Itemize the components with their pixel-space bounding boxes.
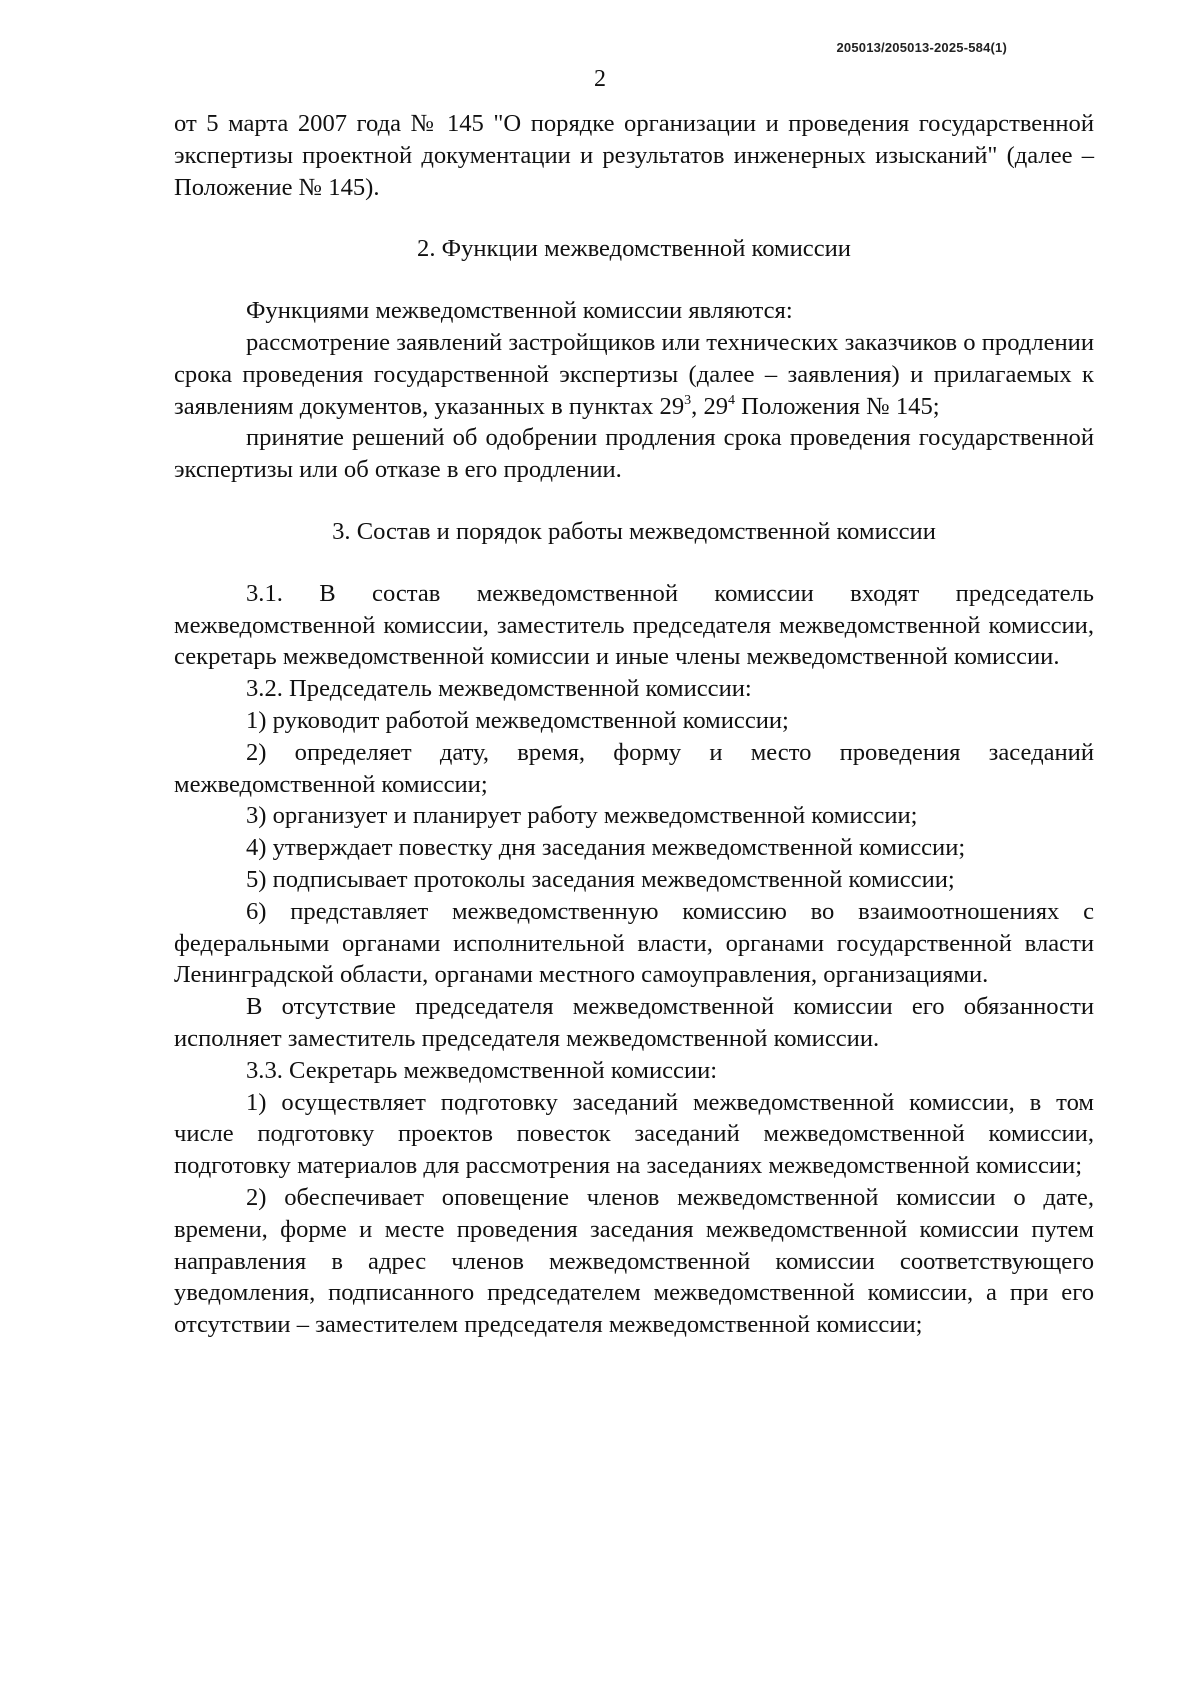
page-number: 2 — [594, 66, 606, 92]
chair-item-2: 2) определяет дату, время, форму и место проведения заседаний межведомственной комиссии; — [174, 738, 1094, 798]
function-item-2: принятие решений об одобрении продления срока проведения государственной экспертизы или об отказе в его продлении. — [174, 424, 1094, 484]
intro-paragraph: от 5 марта 2007 года № 145 "О порядке организации и проведения государственной экспертизы проектной документации и результатов инженерных изысканий" (далее – Положение № 145). — [174, 110, 1094, 201]
section-3-heading: 3. Состав и порядок работы межведомственной комиссии — [332, 517, 936, 545]
absence-paragraph: В отсутствие председателя межведомственной комиссии его обязанности исполняет заместитель председателя межведомственной комиссии. — [174, 993, 1094, 1052]
chair-item-3: 3) организует и планирует работу межведомственной комиссии; — [246, 802, 918, 830]
function-item-1: рассмотрение заявлений застройщиков или технических заказчиков о продлении срока проведения государственной экспертизы (далее – заявления) и прилагаемых к заявлениям документов, указанных в пунктах $29^3$, $29^4$ Положения № 145; — [174, 328, 1094, 420]
paragraph-3-2: 3.2. Председатель межведомственной комиссии: — [246, 675, 752, 703]
document-body — [174, 108, 1094, 1341]
document-code: 205013/205013-2025-584(1) — [836, 40, 1007, 55]
paragraph-3-1: 3.1. В состав межведомственной комиссии входят председатель межведомственной комиссии, заместитель председателя межведомственной комиссии, секретарь межведомственной комиссии и иные члены межведомственной комиссии. — [174, 579, 1094, 671]
section-2-lead: Функциями межведомственной комиссии являются: — [246, 297, 793, 325]
chair-item-1: 1) руководит работой межведомственной комиссии; — [246, 706, 789, 734]
paragraph-3-3: 3.3. Секретарь межведомственной комиссии: — [246, 1056, 718, 1084]
chair-item-5: 5) подписывает протоколы заседания межведомственной комиссии; — [246, 865, 955, 893]
secretary-item-2: 2) обеспечивает оповещение членов межведомственной комиссии о дате, времени, форме и месте проведения заседания межведомственной комиссии путем направления в адрес членов межведомственной комиссии соответствующего уведомления, подписанного председателем межведомственной комиссии, а при его отсутствии – заместителем председателя межведомственной комиссии; — [174, 1183, 1094, 1339]
chair-item-6: 6) представляет межведомственную комиссию во взаимоотношениях с федеральными органами исполнительной власти, органами государственной власти Ленинградской области, органами местного самоуправления, организациями. — [174, 897, 1094, 989]
section-2-heading: 2. Функции межведомственной комиссии — [417, 235, 851, 263]
secretary-item-1: 1) осуществляет подготовку заседаний межведомственной комиссии, в том числе подготовку проектов повесток заседаний межведомственной комиссии, подготовку материалов для рассмотрения на заседаниях межведомственной комиссии; — [174, 1088, 1094, 1180]
chair-item-4: 4) утверждает повестку дня заседания межведомственной комиссии; — [246, 834, 966, 862]
